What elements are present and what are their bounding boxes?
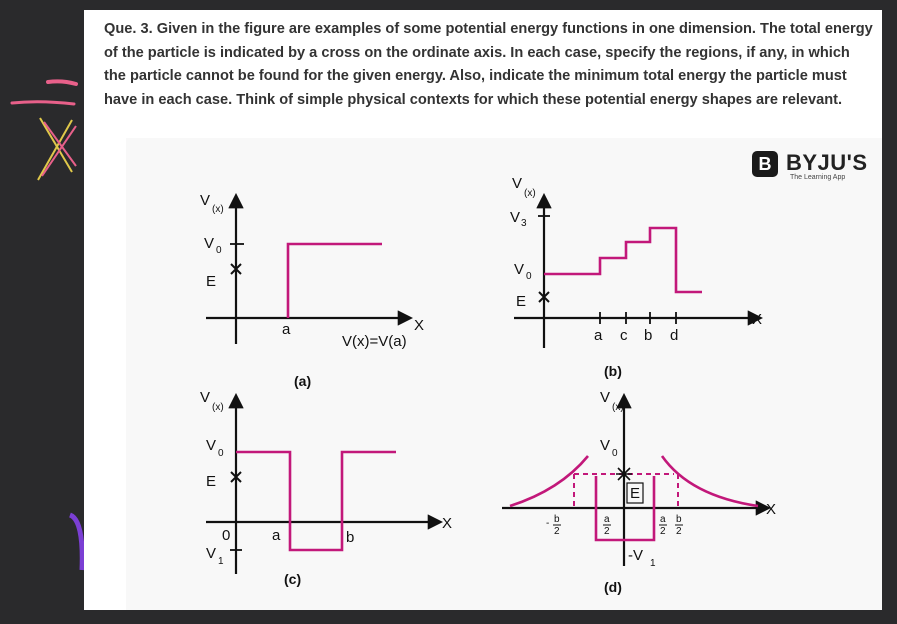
graph-d-minus-a-num: a xyxy=(604,514,610,525)
graph-a-y-label: V xyxy=(200,192,211,209)
graph-b-tick-b: b xyxy=(644,327,653,344)
graph-b-v0-label: V xyxy=(514,261,525,278)
graph-c-x-label: X xyxy=(442,515,453,532)
graph-c-y-label: V xyxy=(200,389,211,406)
graph-d-minus-b-sign: - xyxy=(546,518,550,529)
graph-b-tick-c: c xyxy=(620,327,628,344)
graph-a-caption: (a) xyxy=(294,373,312,389)
graph-d-v0-sub: 0 xyxy=(612,448,618,459)
graph-d-minus-v1-sub: 1 xyxy=(650,558,656,569)
byjus-logo-name: BYJU'S xyxy=(786,150,868,175)
graph-c-caption: (c) xyxy=(284,571,302,587)
graph-a-y-sub: (x) xyxy=(212,204,224,215)
graph-b-v3-sub: 3 xyxy=(521,218,527,229)
graph-a-equation: V(x)=V(a) xyxy=(342,333,407,350)
graph-c-tick-a: a xyxy=(272,527,281,544)
graph-c-energy-label: E xyxy=(206,473,217,490)
graph-c-v1-label: V xyxy=(206,545,217,562)
graph-b-x-label: X xyxy=(752,311,763,328)
graph-c-v1-sub: 1 xyxy=(218,556,224,567)
graph-a-potential-step xyxy=(288,244,382,318)
graph-d-minus-v1-label: -V xyxy=(628,547,643,564)
graph-c-potential-well xyxy=(236,452,396,550)
graph-a-v0-label: V xyxy=(204,235,215,252)
graph-b-tick-d: d xyxy=(670,327,679,344)
graph-d-v0-label: V xyxy=(600,437,611,454)
graph-b-tick-a: a xyxy=(594,327,603,344)
graph-c xyxy=(200,389,452,587)
graph-d-caption: (d) xyxy=(604,579,622,595)
graph-d-a-num: a xyxy=(660,514,666,525)
byjus-logo-badge: B xyxy=(752,151,778,177)
graph-d-a-den: 2 xyxy=(660,526,666,537)
graph-d-y-sub: (x) xyxy=(612,402,624,413)
graph-c-zero-label: 0 xyxy=(222,527,231,544)
graph-b-y-sub: (x) xyxy=(524,188,536,199)
graph-d-minus-b-den: 2 xyxy=(554,526,560,537)
graph-d-x-label: X xyxy=(766,501,777,518)
graph-b-v3-label: V xyxy=(510,209,521,226)
graph-d-b-num: b xyxy=(676,514,682,525)
graph-b xyxy=(510,175,762,379)
graph-d xyxy=(502,389,776,595)
graph-d-minus-b-num: b xyxy=(554,514,560,525)
graph-b-potential-steps xyxy=(544,228,702,292)
byjus-logo-tagline: The Learning App xyxy=(790,174,846,181)
graph-d-left-potential xyxy=(510,456,588,506)
question-text: Que. 3. Given in the figure are examples of some potential energy functions in one dimension. The total energy of the particle is indicated by a cross on the ordinate axis. In each case, specify the regions, if any, in which the particle cannot be found for the given energy. Also, indicate the minimum total energy the particle must have in each case. Think of simple physical contexts for which these potential energy shapes are relevant. xyxy=(104,21,873,108)
graph-b-y-label: V xyxy=(512,175,523,192)
graph-a-v0-sub: 0 xyxy=(216,245,222,256)
graph-d-energy-label: E xyxy=(630,485,641,502)
graph-d-b-den: 2 xyxy=(676,526,682,537)
graph-c-y-sub: (x) xyxy=(212,402,224,413)
graph-c-tick-b: b xyxy=(346,529,355,546)
graph-d-y-label: V xyxy=(600,389,611,406)
graph-a xyxy=(200,192,424,389)
graph-c-v0-sub: 0 xyxy=(218,448,224,459)
graph-d-minus-a-den: 2 xyxy=(604,526,610,537)
graph-b-v0-sub: 0 xyxy=(526,271,532,282)
graph-d-right-potential xyxy=(662,456,758,506)
graph-a-tick-a: a xyxy=(282,321,291,338)
graph-b-caption: (b) xyxy=(604,363,622,379)
graph-b-energy-label: E xyxy=(516,293,527,310)
graph-c-v0-label: V xyxy=(206,437,217,454)
graph-a-x-label: X xyxy=(414,317,425,334)
graph-a-energy-label: E xyxy=(206,273,217,290)
